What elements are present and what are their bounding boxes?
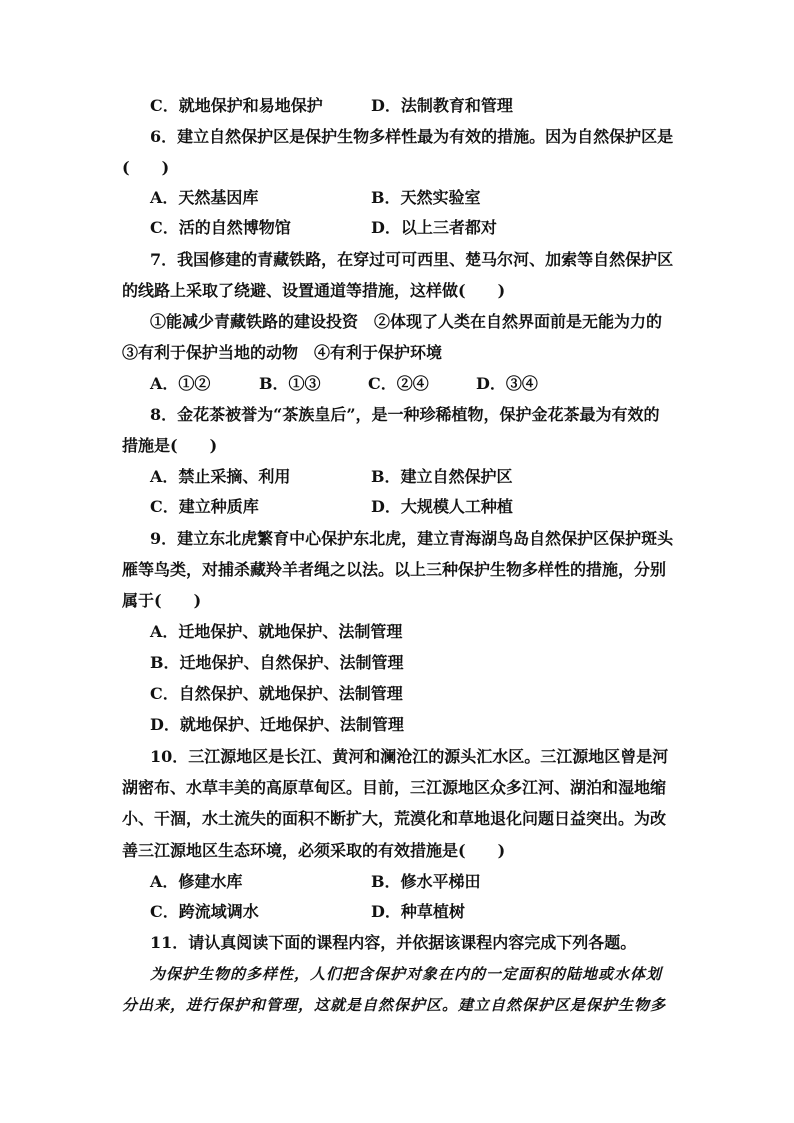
q5-option-d[interactable]: D．法制教育和管理 [371,96,513,115]
q11-stem-line1: 11．请认真阅读下面的课程内容，并依据该课程内容完成下列各题。 [150,933,637,952]
q6-option-c[interactable]: C．活的自然博物馆 [150,218,291,237]
q7-statement-line1: ①能减少青藏铁路的建设投资 ②体现了人类在自然界面前是无能为力的 [150,312,663,331]
q10-stem-line3: 小、干涸，水土流失的面积不断扩大，荒漠化和草地退化问题日益突出。为改 [122,809,667,828]
q6-stem-line1: 6．建立自然保护区是保护生物多样性最为有效的措施。因为自然保护区是 [150,127,674,146]
q8-option-d[interactable]: D．大规模人工种植 [371,497,513,516]
q7-statement-line2: ③有利于保护当地的动物 ④有利于保护环境 [122,343,443,362]
q7-option-a[interactable]: A．①② [150,374,211,393]
q8-stem-line1: 8．金花茶被誉为“茶族皇后”，是一种珍稀植物，保护金花茶最为有效的 [150,405,660,424]
q5-option-c[interactable]: C．就地保护和易地保护 [150,96,323,115]
q9-option-b[interactable]: B．迁地保护、自然保护、法制管理 [150,653,404,672]
q8-option-b[interactable]: B．建立自然保护区 [371,467,513,486]
q9-option-d[interactable]: D．就地保护、迁地保护、法制管理 [150,715,404,734]
q9-option-c[interactable]: C．自然保护、就地保护、法制管理 [150,684,403,703]
q8-option-a[interactable]: A．禁止采摘、利用 [150,467,291,486]
q7-stem-line1: 7．我国修建的青藏铁路，在穿过可可西里、楚马尔河、加索等自然保护区 [150,250,674,269]
q10-option-d[interactable]: D．种草植树 [371,902,465,921]
q6-stem-line2: ( ) [122,158,170,177]
q8-stem-line2: 措施是( ) [122,436,218,455]
q9-stem-line1: 9．建立东北虎繁育中心保护东北虎，建立青海湖鸟岛自然保护区保护斑头 [150,529,674,548]
q7-stem-line2: 的线路上采取了绕避、设置通道等措施，这样做( ) [122,281,506,300]
q10-option-b[interactable]: B．修水平梯田 [371,872,481,891]
q10-stem-line4: 善三江源地区生态环境，必须采取的有效措施是( ) [122,841,506,860]
q6-option-a[interactable]: A．天然基因库 [150,188,259,207]
q9-option-a[interactable]: A．迁地保护、就地保护、法制管理 [150,622,403,641]
q10-stem-line1: 10．三江源地区是长江、黄河和澜沧江的源头汇水区。三江源地区曾是河 [150,747,669,766]
q10-stem-line2: 湖密布、水草丰美的高原草甸区。目前，三江源地区众多江河、湖泊和湿地缩 [122,778,667,797]
q6-option-b[interactable]: B．天然实验室 [371,188,481,207]
q9-stem-line2: 雁等鸟类，对捕杀藏羚羊者绳之以法。以上三种保护生物多样性的措施，分别 [122,560,667,579]
q7-option-d[interactable]: D．③④ [476,374,538,393]
q11-passage-line1: 为保护生物的多样性，人们把含保护对象在内的一定面积的陆地或水体划 [150,965,663,983]
q10-option-a[interactable]: A．修建水库 [150,872,243,891]
q6-option-d[interactable]: D．以上三者都对 [371,218,497,237]
q8-option-c[interactable]: C．建立种质库 [150,497,259,516]
q11-passage-line2: 分出来，进行保护和管理，这就是自然保护区。建立自然保护区是保护生物多 [122,996,667,1014]
q10-option-c[interactable]: C．跨流域调水 [150,902,259,921]
q9-stem-line3: 属于( ) [122,591,202,610]
q7-option-b[interactable]: B．①③ [259,374,321,393]
q7-option-c[interactable]: C．②④ [368,374,429,393]
